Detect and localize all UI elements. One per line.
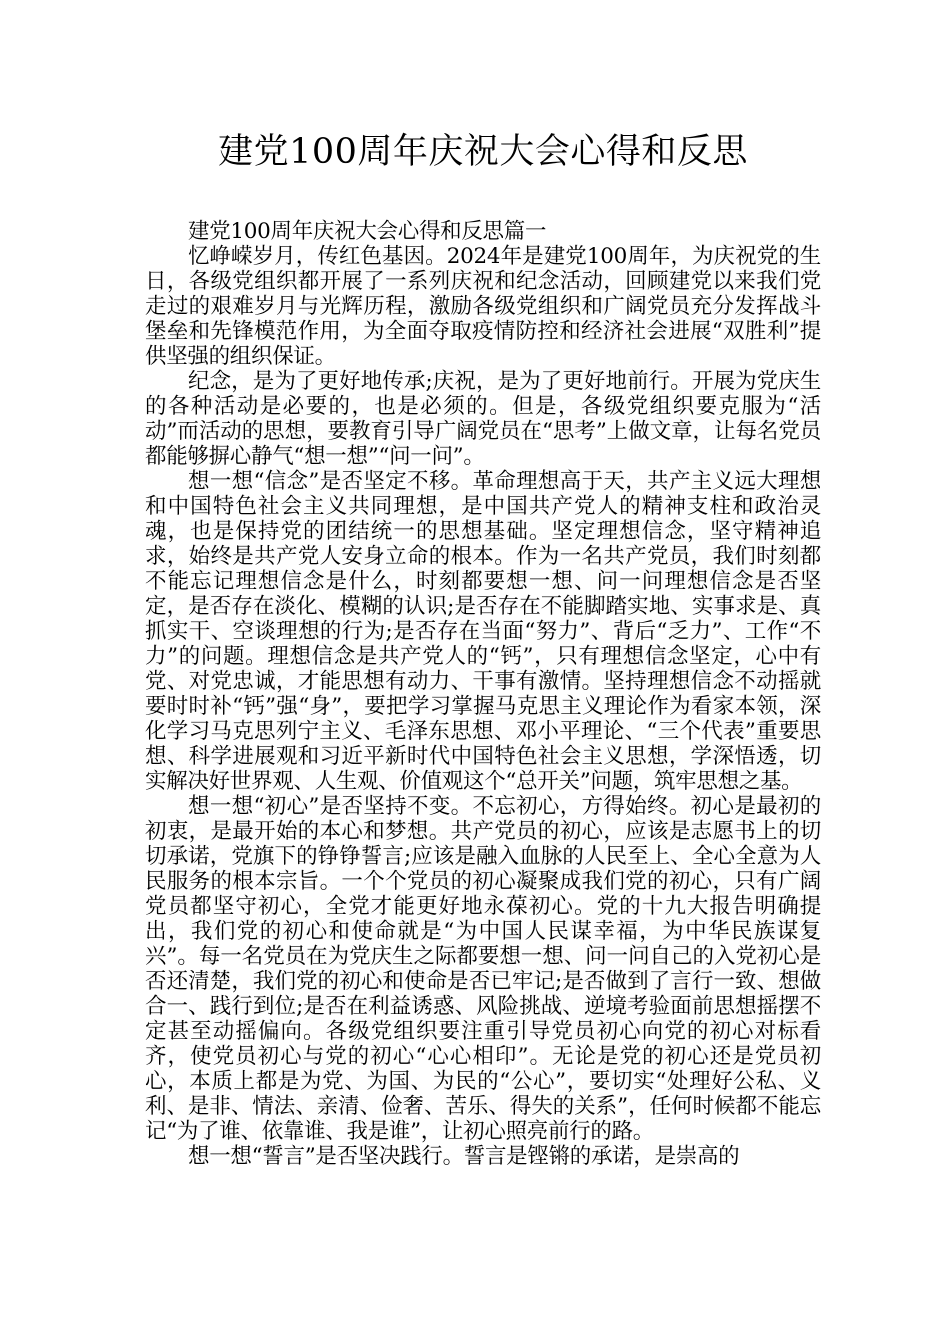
document-title: 建党100周年庆祝大会心得和反思 <box>218 132 748 172</box>
section-heading: 建党100周年庆祝大会心得和反思篇一 <box>188 219 547 244</box>
document-body <box>145 219 821 1169</box>
body-paragraph: 想一想“信念”是否坚定不移。革命理想高于天，共产主义远大理想和中国特色社会主义共同理想，是中国共产党人的精神支柱和政治灵魂，也是保持党的团结统一的思想基础。坚定理想信念，坚守精神追求，始终是共产党人安身立命的根本。作为一名共产党员，我们时刻都不能忘记理想信念是什么，时刻都要想一想、问一问理想信念是否坚定，是否存在淡化、模糊的认识;是否存在不能脚踏实地、实事求是、真抓实干、空谈理想的行为;是否存在当面“努力”、背后“乏力”、工作“不力”的问题。理想信念是共产党人的“钙”，只有理想信念坚定，心中有党、对党忠诚，才能思想有动力、干事有激情。坚持理想信念不动摇就要时时补“钙”强“身”，要把学习掌握马克思主义理论作为看家本领，深化学习马克思列宁主义、毛泽东思想、邓小平理论、“三个代表”重要思想、科学进展观和习近平新时代中国特色社会主义思想，学深悟透，切实解决好世界观、人生观、价值观这个“总开关”问题，筑牢思想之基。 <box>145 469 821 794</box>
document-page <box>145 125 821 1169</box>
body-paragraph: 纪念，是为了更好地传承;庆祝，是为了更好地前行。开展为党庆生的各种活动是必要的，也是必须的。但是，各级党组织要克服为“活动”而活动的思想，要教育引导广阔党员在“思考”上做文章，让每名党员都能够摒心静气“想一想”“问一问”。 <box>145 369 821 469</box>
body-paragraph: 忆峥嵘岁月，传红色基因。2024年是建党100周年，为庆祝党的生日，各级党组织都开展了一系列庆祝和纪念活动，回顾建党以来我们党走过的艰难岁月与光辉历程，激励各级党组织和广阔党员充分发挥战斗堡垒和先锋模范作用，为全面夺取疫情防控和经济社会进展“双胜利”提供坚强的组织保证。 <box>145 244 821 369</box>
body-paragraph: 想一想“初心”是否坚持不变。不忘初心，方得始终。初心是最初的初衷，是最开始的本心和梦想。共产党员的初心，应该是志愿书上的切切承诺，党旗下的铮铮誓言;应该是融入血脉的人民至上、全心全意为人民服务的根本宗旨。一个个党员的初心凝聚成我们党的初心，只有广阔党员都坚守初心，全党才能更好地永葆初心。党的十九大报告明确提出，我们党的初心和使命就是“为中国人民谋幸福，为中华民族谋复兴”。每一名党员在为党庆生之际都要想一想、问一问自己的入党初心是否还清楚，我们党的初心和使命是否已牢记;是否做到了言行一致、想做合一、践行到位;是否在利益诱惑、风险挑战、逆境考验面前思想摇摆不定甚至动摇偏向。各级党组织要注重引导党员初心向党的初心对标看齐，使党员初心与党的初心“心心相印”。无论是党的初心还是党员初心，本质上都是为党、为国、为民的“公心”，要切实“处理好公私、义利、是非、情法、亲清、俭奢、苦乐、得失的关系”，任何时候都不能忘记“为了谁、依靠谁、我是谁”，让初心照亮前行的路。 <box>145 794 821 1144</box>
body-paragraph: 想一想“誓言”是否坚决践行。誓言是铿锵的承诺，是崇高的 <box>188 1144 740 1169</box>
